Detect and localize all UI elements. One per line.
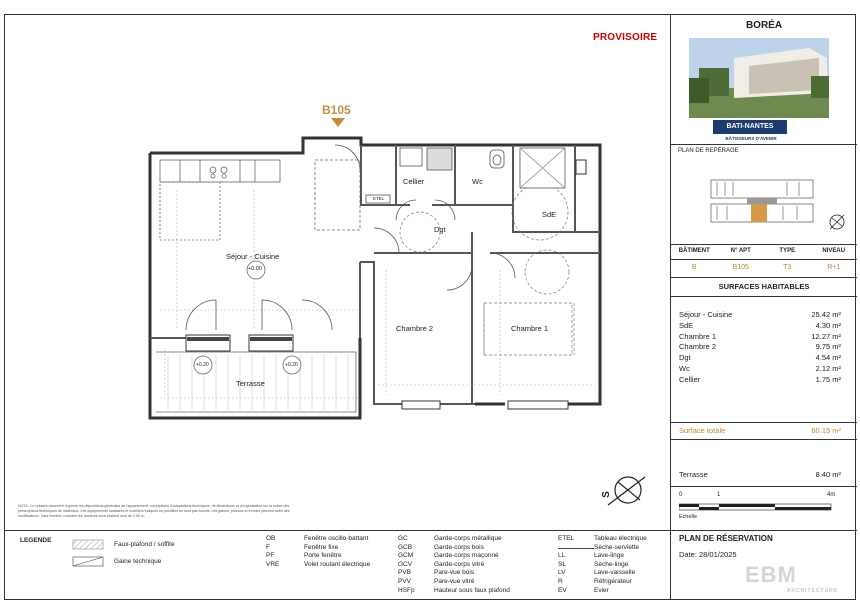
surface-row	[679, 342, 841, 353]
surface-row	[679, 375, 841, 386]
header-batiment: BÂTIMENT	[678, 248, 710, 254]
surface-name: Dgt	[679, 353, 691, 363]
location-map	[707, 174, 817, 228]
surface-area: 4.54 m²	[815, 353, 841, 363]
scale-tick-1: 1	[717, 492, 721, 498]
apartment-table-values	[671, 264, 857, 271]
terrasse-label: Terrasse	[679, 470, 708, 479]
label-etel: ETEL	[373, 196, 385, 201]
legend-swatches	[72, 539, 106, 569]
level-terrace-1: +0.20	[196, 362, 209, 368]
repere-label: PLAN DE REPÉRAGE	[678, 148, 739, 154]
surfaces-title: SURFACES HABITABLES	[718, 282, 810, 291]
header-type: TYPE	[779, 248, 796, 254]
legend	[4, 530, 670, 600]
room-label-terrasse: Terrasse	[236, 379, 265, 388]
surface-area: 25.42 m²	[811, 310, 841, 319]
room-label-chambre1: Chambre 1	[511, 324, 549, 333]
surface-row	[679, 353, 841, 364]
surface-row	[679, 321, 841, 332]
header-niveau: NIVEAU	[822, 248, 846, 254]
legend-faux-plafond: Faux-plafond / soffite	[114, 541, 175, 548]
apartment-table-header	[671, 248, 857, 254]
surface-name: Séjour - Cuisine	[679, 310, 733, 319]
reservation-date: Date: 28/01/2025	[679, 550, 737, 559]
apartment-tag: B105	[322, 103, 351, 117]
terrasse-value: 8.40 m²	[815, 470, 841, 479]
legend-codes-windows: OB Fenêtre oscillo-battant F Fenêtre fixe PF Porte fenêtre VRE Volet roulant électrique	[266, 535, 371, 568]
legend-codes-guards: GC Garde-corps métallique GCB Garde-corps bois GCM Garde-corps maçonné GCV Garde-corps vitré PVB Pare-vue bois PVV Pare-vue vitré HSFp Hauteur sous faux plafond	[398, 535, 510, 594]
surface-area: 9.75 m²	[815, 342, 841, 352]
room-label-wc: Wc	[472, 177, 483, 186]
surface-name: Chambre 2	[679, 342, 717, 352]
entrance-arrow-icon	[331, 118, 345, 127]
compass-icon	[608, 477, 645, 505]
surface-row	[679, 332, 841, 343]
compass-label: S	[600, 491, 612, 498]
project-title: BORÉA	[745, 20, 783, 31]
scale-label: Echelle	[679, 514, 698, 520]
legend-gaine: Gaine technique	[114, 558, 162, 565]
room-label-sejour: Séjour - Cuisine	[226, 252, 280, 261]
surface-total-row	[679, 426, 841, 435]
agency-subtitle: ARCHITECTURE	[787, 588, 839, 594]
room-label-sde: SdE	[542, 210, 557, 219]
value-type: T3	[783, 264, 792, 271]
mini-compass-icon	[827, 212, 847, 232]
surface-row	[679, 364, 841, 375]
surface-area: 1.75 m²	[815, 374, 841, 384]
surfaces-list	[679, 310, 841, 386]
surface-area: 12.27 m²	[811, 331, 841, 341]
surface-total-value: 60.15 m²	[811, 426, 841, 435]
reservation-title: PLAN DE RÉSERVATION	[679, 534, 773, 543]
surface-total-label: Surface totale	[679, 426, 726, 435]
room-label-cellier: Cellier	[403, 177, 425, 186]
value-batiment: B	[691, 264, 697, 271]
surface-name: SdE	[679, 320, 694, 330]
surface-area: 4.30 m²	[815, 320, 841, 330]
level-sejour: +0.00	[248, 266, 262, 272]
surface-area: 2.12 m²	[815, 363, 841, 373]
room-label-dgt: Dgt	[434, 225, 446, 234]
building-photo	[689, 38, 829, 118]
agency-logo: EBM	[745, 562, 797, 587]
level-terrace-2: +0.20	[285, 362, 298, 368]
legend-title: LEGENDE	[20, 537, 52, 544]
surface-name: Wc	[679, 363, 690, 373]
surface-row	[679, 310, 841, 321]
legend-codes-equipment: ETEL Tableau électrique Sèche-serviette LL Lave-linge SL Sèche-linge LV Lave-vaisselle R Réfrigérateur EV Evier	[558, 535, 647, 594]
scale-tick-0: 0	[679, 492, 683, 498]
plan-notes: NOTA : Le présent document exprime les dispositions générales de l'appartement, conceptions d'adaptations techniques, de dimensions et d'organisation sur la notice des prescriptions techniques de matériaux. Les équipements sanitaires et mobiliers indiqués en pointillés ne sont pas fournis. Les gaines, poteaux et trémies peuvent subir des modifications. Sauf mention contraire les hauteurs sous plafond sont de 2.50 m.	[18, 504, 290, 518]
info-sidebar	[670, 14, 856, 600]
value-apt: B105	[732, 264, 749, 271]
room-label-chambre2: Chambre 2	[396, 324, 434, 333]
brand-tagline: BÂTISSEURS D'AVENIR	[725, 136, 777, 141]
status-provisoire: PROVISOIRE	[593, 32, 658, 43]
surface-name: Cellier	[679, 374, 701, 384]
surface-name: Chambre 1	[679, 331, 717, 341]
terrasse-row	[679, 470, 841, 479]
scale-tick-4: 4m	[827, 492, 836, 498]
header-apt: N° APT	[730, 248, 751, 254]
brand-logo: BATI-NANTES	[713, 120, 787, 134]
value-niveau: R+1	[827, 264, 841, 271]
